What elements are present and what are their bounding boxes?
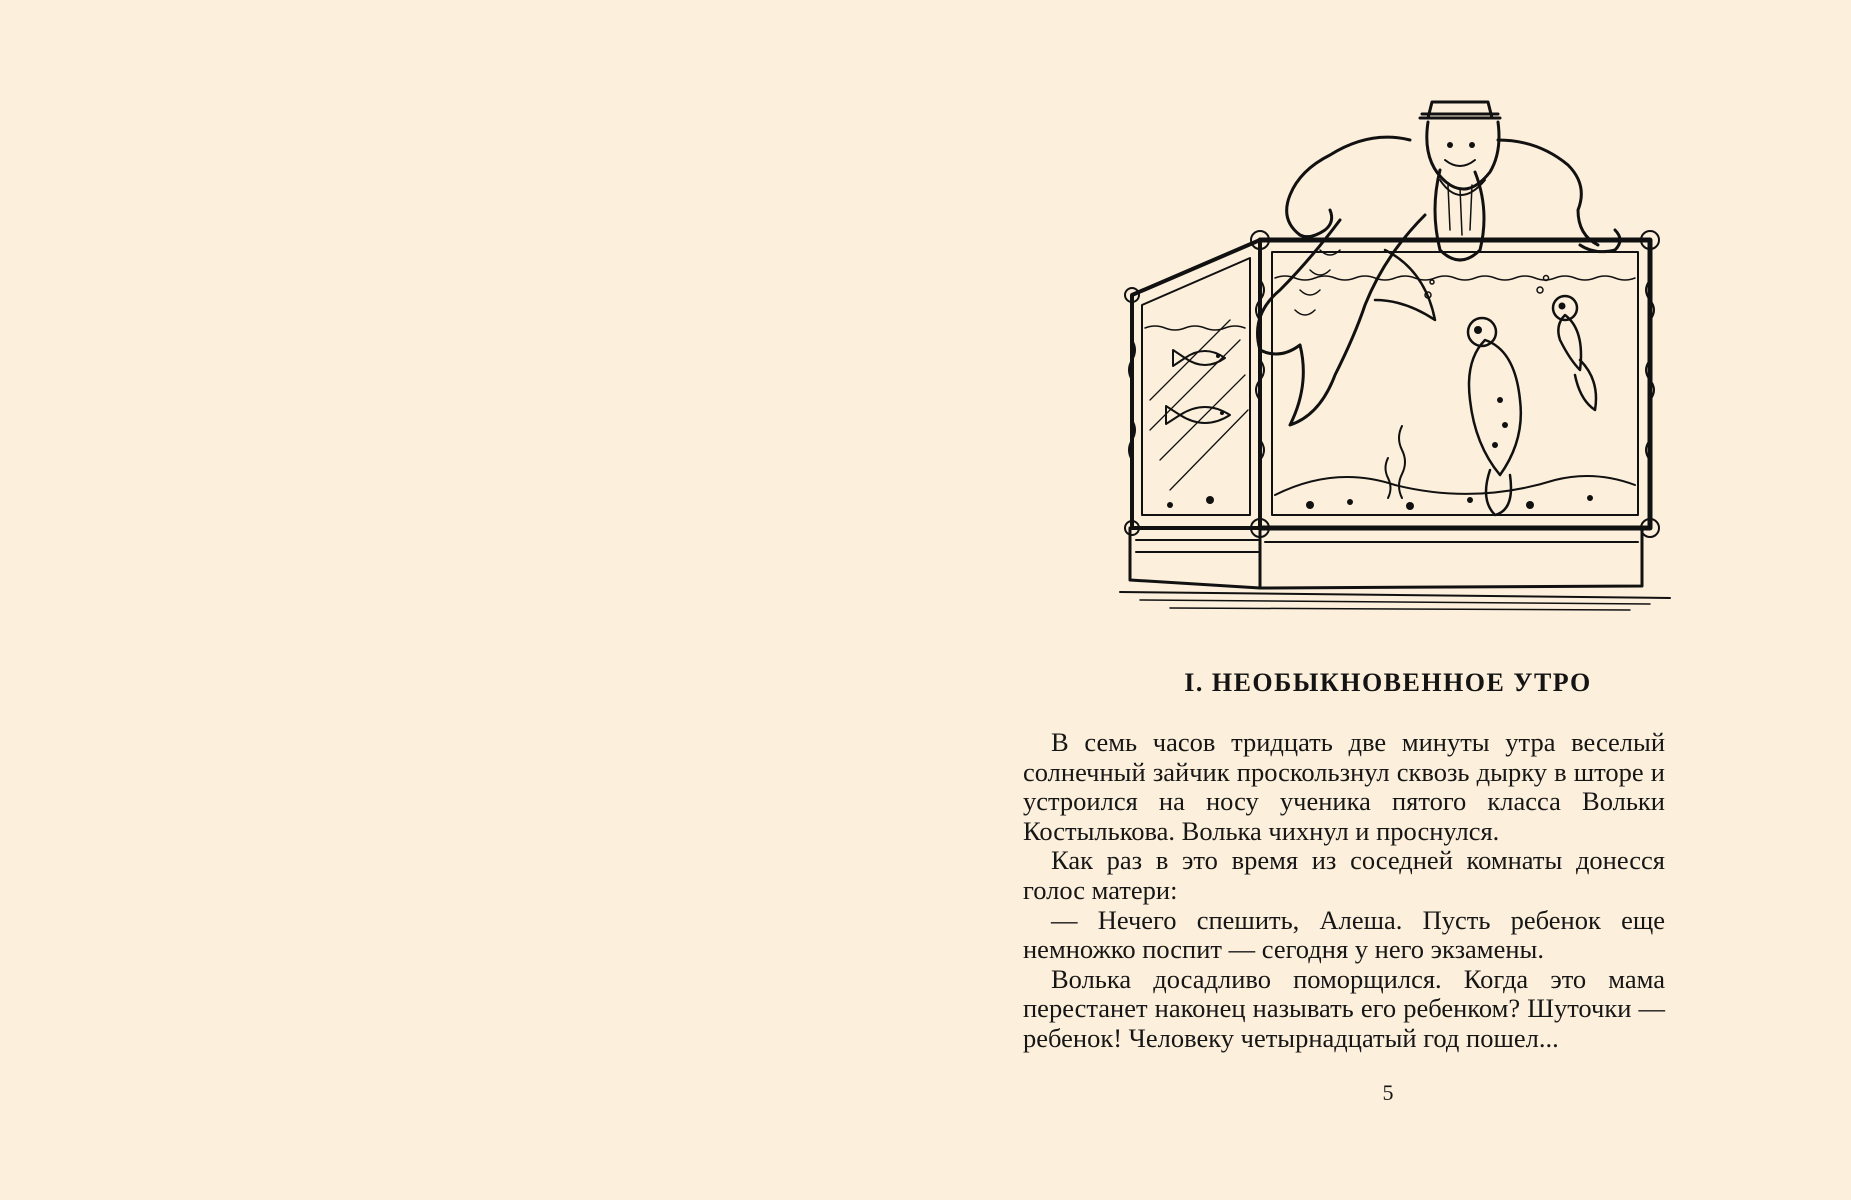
paragraph: В семь часов тридцать две минуты утра веселый солнечный зайчик проскользнул сквозь дырку в шторе и устроился на носу ученика пятого класса Вольки Костылькова. Волька чихнул и проснулся. <box>1023 727 1665 846</box>
left-page <box>0 0 925 1200</box>
aquarium-illustration <box>1110 100 1680 620</box>
paragraph: — Нечего спешить, Алеша. Пусть ребенок еще немножко поспит — сегодня у него экзамены. <box>1023 904 1665 965</box>
page-number: 5 <box>1382 1080 1394 1105</box>
chapter-title: I. НЕОБЫКНОВЕННОЕ УТРО <box>1184 668 1592 697</box>
right-page <box>925 0 1851 1200</box>
chapter-body <box>1023 728 1665 1054</box>
paragraph: Как раз в это время из соседней комнаты донесся голос матери: <box>1023 845 1665 905</box>
paragraph: Волька досадливо поморщился. Когда это мама перестанет наконец называть его ребенком? Шуточки — ребенок! Человеку четырнадцатый год пошел... <box>1023 963 1665 1053</box>
